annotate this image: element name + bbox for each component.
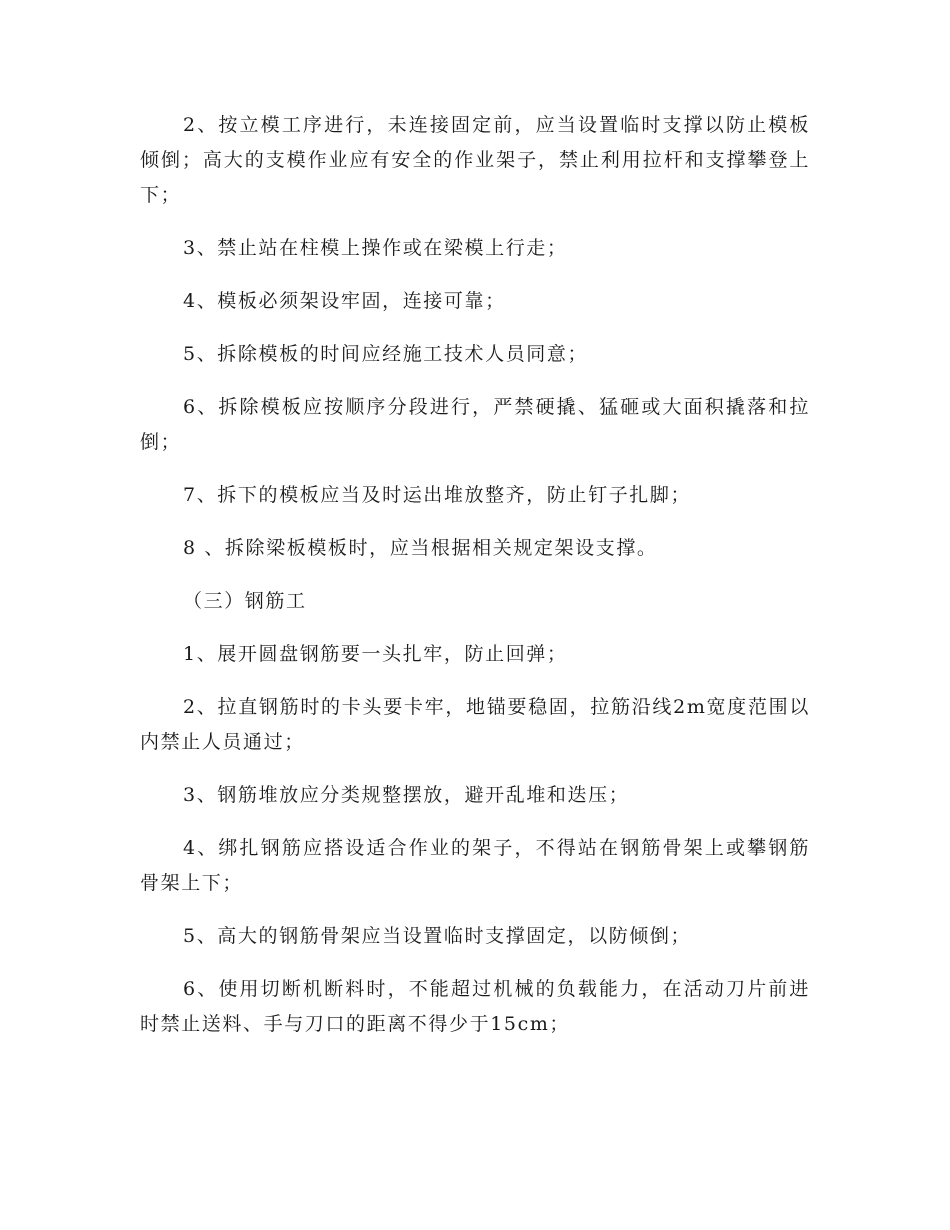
paragraph-rebar-4: 4、绑扎钢筋应搭设适合作业的架子，不得站在钢筋骨架上或攀钢筋骨架上下；: [140, 837, 810, 894]
paragraph-rebar-6: 6、使用切断机断料时，不能超过机械的负载能力，在活动刀片前进时禁止送料、手与刀口的距离不得少于15cm；: [140, 978, 810, 1035]
paragraph-rebar-2: 2、拉直钢筋时的卡头要卡牢，地锚要稳固，拉筋沿线2m宽度范围以内禁止人员通过；: [140, 696, 810, 753]
paragraph-formwork-3: 3、禁止站在柱模上操作或在梁模上行走；: [183, 237, 568, 259]
paragraph-rebar-1: 1、展开圆盘钢筋要一头扎牢，防止回弹；: [183, 643, 568, 665]
paragraph-formwork-7: 7、拆下的模板应当及时运出堆放整齐，防止钉子扎脚；: [183, 484, 692, 506]
paragraph-formwork-5: 5、拆除模板的时间应经施工技术人员同意；: [183, 343, 589, 365]
section-heading-rebar: （三）钢筋工: [183, 590, 307, 612]
paragraph-rebar-5: 5、高大的钢筋骨架应当设置临时支撑固定，以防倾倒；: [183, 925, 692, 947]
paragraph-rebar-3: 3、钢筋堆放应分类规整摆放，避开乱堆和迭压；: [183, 784, 630, 806]
paragraph-formwork-6: 6、拆除模板应按顺序分段进行，严禁硬撬、猛砸或大面积撬落和拉倒；: [140, 396, 810, 453]
document-body: [140, 108, 810, 1060]
paragraph-formwork-8: 8 、拆除梁板模板时，应当根据相关规定架设支撑。: [183, 537, 658, 559]
paragraph-formwork-4: 4、模板必须架设牢固，连接可靠；: [183, 290, 506, 312]
paragraph-formwork-2: 2、按立模工序进行，未连接固定前，应当设置临时支撑以防止模板倾倒；高大的支模作业应有安全的作业架子，禁止利用拉杆和支撑攀登上下；: [140, 114, 810, 206]
